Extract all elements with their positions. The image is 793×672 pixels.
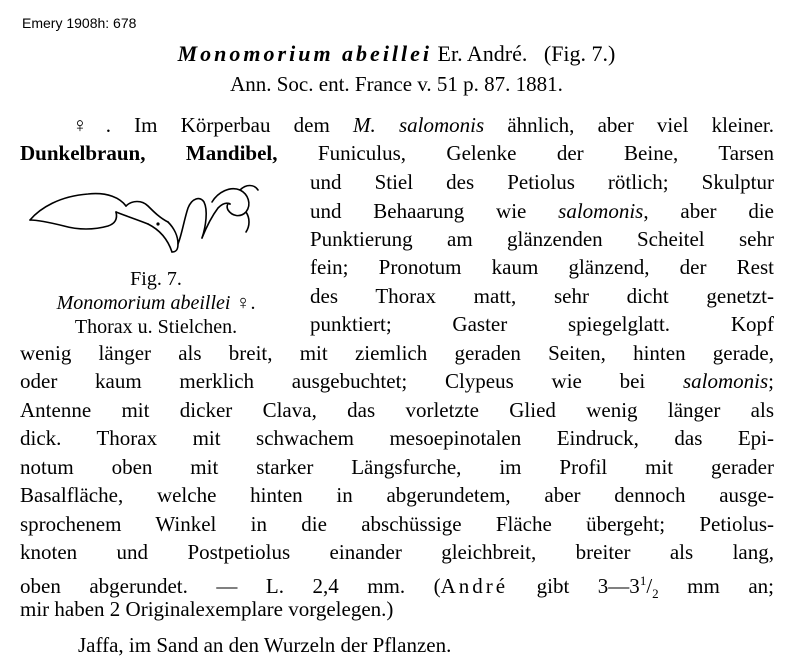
species-title xyxy=(0,41,793,67)
species-author: Er. André. xyxy=(437,41,528,66)
text-line-10: oder kaum merklich ausgebuchtet; Clypeus wie bei salomonis; xyxy=(20,369,774,393)
text-line-11: Antenne mit dicker Clava, das vorletzte Glied wenig länger als xyxy=(20,398,774,422)
thorax-petiole-drawing xyxy=(28,180,263,258)
species-mention: salomonis xyxy=(558,199,644,223)
text-line-16: knoten und Postpetiolus einander gleichbreit, breiter als lang, xyxy=(20,540,774,564)
text-line-12: dick. Thorax mit schwachem mesoepinotalen Eindruck, das Epi- xyxy=(20,426,774,450)
figure-reference: (Fig. 7.) xyxy=(543,41,616,66)
text-line-6: fein; Pronotum kaum glänzend, der Rest xyxy=(310,255,774,279)
text-line-9: wenig länger als breit, mit ziemlich geraden Seiten, hinten gerade, xyxy=(20,341,774,365)
text-line-7: des Thorax matt, sehr dicht genetzt- xyxy=(310,284,774,308)
reference-label: Emery 1908h: 678 xyxy=(22,15,137,31)
species-name: Monomorium abeillei xyxy=(177,41,433,66)
author-name: André xyxy=(440,574,509,598)
text-line-3: und Stiel des Petiolus rötlich; Skulptur xyxy=(310,170,774,194)
text-line-18: mir haben 2 Originalexemplare vorgelegen.) xyxy=(20,597,394,621)
figure-description: Thorax u. Stielchen. xyxy=(74,316,238,338)
text-line-5: Punktierung am glänzenden Scheitel sehr xyxy=(310,227,774,251)
text-line-15: sprochenem Winkel in die abschüssige Fläche übergeht; Petiolus- xyxy=(20,512,774,536)
text-line-1: ♀. Im Körperbau dem M. salomonis ähnlich, aber viel kleiner. xyxy=(72,113,775,137)
species-mention: salomonis xyxy=(682,369,769,393)
text-line-14: Basalfläche, welche hinten in abgerundetem, aber dennoch ausge- xyxy=(20,483,774,507)
text-line-8: punktiert; Gaster spiegelglatt. Kopf xyxy=(310,312,774,336)
text-line-2: Dunkelbraun, Mandibel, Funiculus, Gelenke der Beine, Tarsen xyxy=(20,141,774,165)
species-mention: M. salomonis xyxy=(353,113,485,137)
text-line-17: oben abgerundet. — L. 2,4 mm. (André gibt $3—3^1/_2$ mm an; xyxy=(20,573,774,602)
figure-number: Fig. 7. xyxy=(130,268,182,290)
figure-species: Monomorium abeillei ♀. xyxy=(56,292,256,314)
locality-line: Jaffa, im Sand an den Wurzeln der Pflanzen. xyxy=(78,633,452,657)
text-line-13: notum oben mit starker Längsfurche, im Profil mit gerader xyxy=(20,455,774,479)
citation: Ann. Soc. ent. France v. 51 p. 87. 1881. xyxy=(230,72,563,96)
text-line-4: und Behaarung wie salomonis, aber die xyxy=(310,199,774,223)
